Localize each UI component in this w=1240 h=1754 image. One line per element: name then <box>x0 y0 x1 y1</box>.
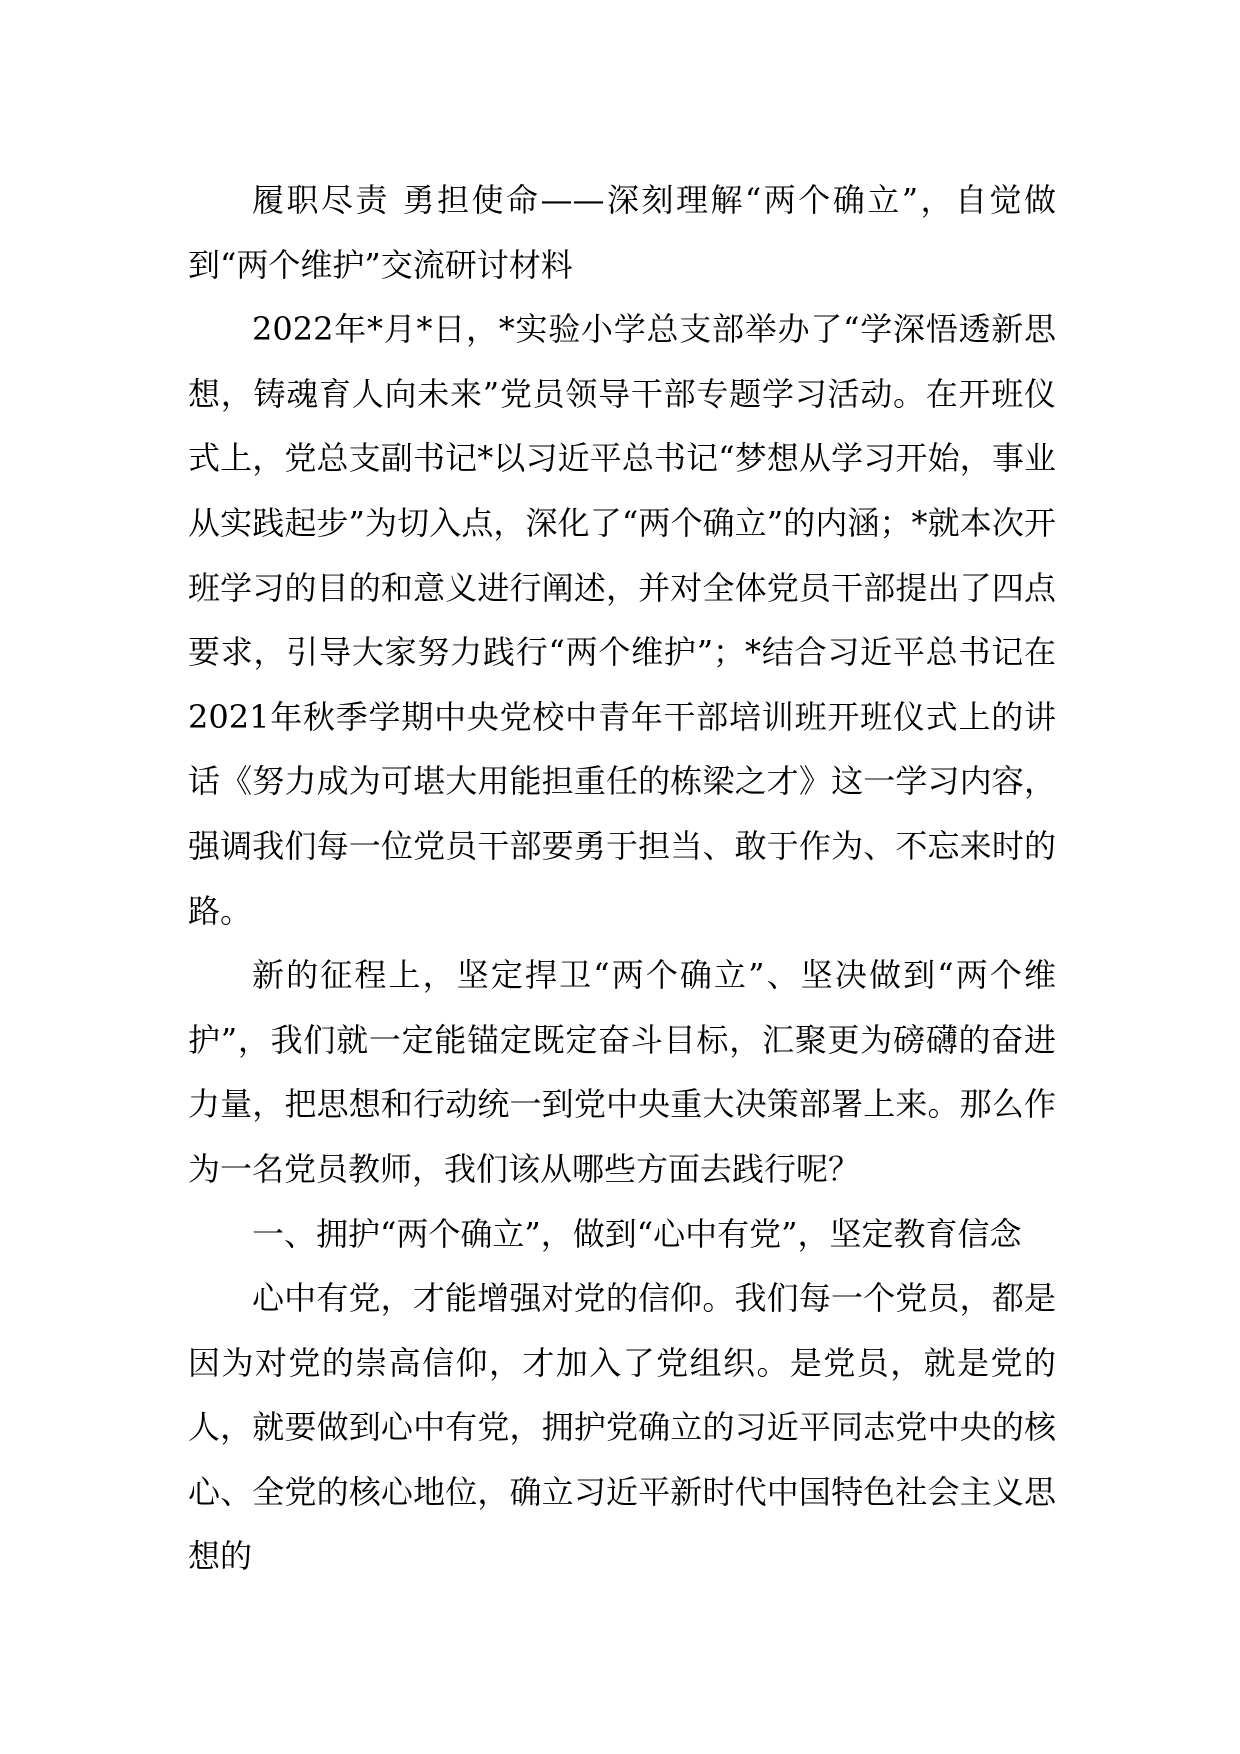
document-page <box>188 168 1056 1589</box>
document-title: 履职尽责 勇担使命——深刻理解“两个确立”，自觉做到“两个维护”交流研讨材料 <box>188 181 1056 284</box>
body-paragraph: 2022年*月*日，*实验小学总支部举办了“学深悟透新思想，铸魂育人向未来”党员领导干部专题学习活动。在开班仪式上，党总支副书记*以习近平总书记“梦想从学习开始，事业从实践起步”为切入点，深化了“两个确立”的内涵；*就本次开班学习的目的和意义进行阐述，并对全体党员干部提出了四点要求，引导大家努力践行“两个维护”；*结合习近平总书记在2021年秋季学期中央党校中青年干部培训班开班仪式上的讲话《努力成为可堪大用能担重任的栋梁之才》这一学习内容，强调我们每一位党员干部要勇于担当、敢于作为、不忘来时的路。 <box>188 310 1056 930</box>
section-heading: 一、拥护“两个确立”，做到“心中有党”，坚定教育信念 <box>252 1214 1022 1253</box>
body-paragraph: 心中有党，才能增强对党的信仰。我们每一个党员，都是因为对党的崇高信仰，才加入了党组织。是党员，就是党的人，就要做到心中有党，拥护党确立的习近平同志党中央的核心、全党的核心地位，确立习近平新时代中国特色社会主义思想的 <box>188 1279 1056 1576</box>
body-paragraph: 新的征程上，坚定捍卫“两个确立”、坚决做到“两个维护”，我们就一定能锚定既定奋斗目标，汇聚更为磅礴的奋进力量，把思想和行动统一到党中央重大决策部署上来。那么作为一名党员教师，我们该从哪些方面去践行呢？ <box>188 956 1056 1188</box>
